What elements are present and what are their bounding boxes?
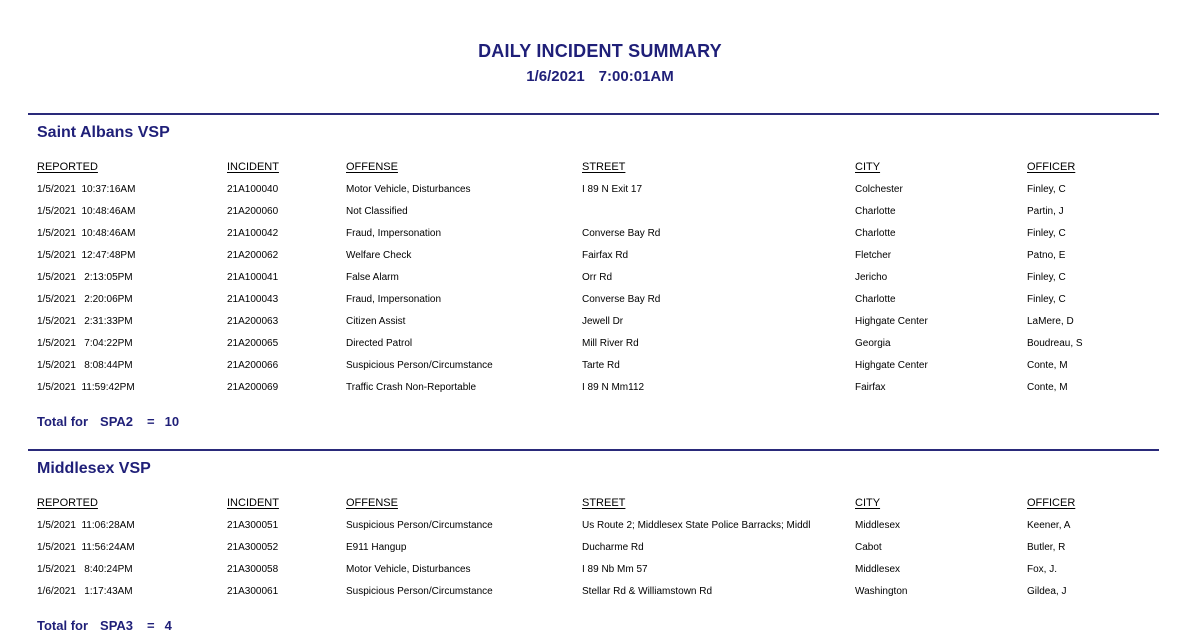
cell-offense: Motor Vehicle, Disturbances (346, 564, 471, 575)
cell-offense: Suspicious Person/Circumstance (346, 520, 493, 531)
cell-offense: Not Classified (346, 206, 408, 217)
column-header-city: CITY (855, 497, 881, 509)
cell-street: I 89 N Exit 17 (582, 184, 643, 195)
cell-city: Jericho (855, 272, 888, 283)
cell-city: Middlesex (855, 564, 901, 575)
cell-offense: Motor Vehicle, Disturbances (346, 184, 471, 195)
cell-incident: 21A300058 (227, 564, 279, 575)
section-divider (28, 113, 1159, 115)
column-header-offense: OFFENSE (346, 161, 398, 173)
cell-officer: Conte, M (1027, 360, 1068, 371)
cell-reported: 1/5/2021 7:04:22PM (37, 338, 133, 349)
cell-officer: Finley, C (1027, 228, 1066, 239)
section-total (37, 618, 172, 630)
cell-reported: 1/5/2021 11:06:28AM (37, 520, 135, 531)
cell-offense: Suspicious Person/Circumstance (346, 360, 493, 371)
cell-reported: 1/6/2021 1:17:43AM (37, 586, 133, 597)
cell-city: Cabot (855, 542, 882, 553)
report-time: 7:00:01AM (598, 68, 674, 85)
cell-incident: 21A200062 (227, 250, 279, 261)
total-count: 4 (164, 618, 172, 630)
column-header-officer: OFFICER (1027, 161, 1076, 173)
cell-offense: Fraud, Impersonation (346, 228, 442, 239)
cell-offense: Traffic Crash Non-Reportable (346, 382, 477, 393)
cell-city: Colchester (855, 184, 903, 195)
section-divider (28, 449, 1159, 451)
total-equals: = (147, 414, 155, 429)
cell-city: Fletcher (855, 250, 892, 261)
column-header-street: STREET (582, 161, 626, 173)
cell-city: Charlotte (855, 294, 896, 305)
report-date: 1/6/2021 (526, 68, 585, 85)
cell-incident: 21A100042 (227, 228, 279, 239)
cell-incident: 21A200063 (227, 316, 279, 327)
cell-city: Fairfax (855, 382, 886, 393)
column-header-reported: REPORTED (37, 497, 98, 509)
cell-incident: 21A200060 (227, 206, 279, 217)
cell-reported: 1/5/2021 10:48:46AM (37, 228, 136, 239)
cell-incident: 21A100041 (227, 272, 279, 283)
cell-reported: 1/5/2021 11:56:24AM (37, 542, 135, 553)
cell-officer: Butler, R (1027, 542, 1066, 553)
cell-officer: LaMere, D (1027, 316, 1074, 327)
total-label: Total for (37, 618, 89, 630)
report-datetime (0, 68, 1200, 85)
cell-incident: 21A300052 (227, 542, 279, 553)
cell-reported: 1/5/2021 10:48:46AM (37, 206, 136, 217)
cell-officer: Finley, C (1027, 184, 1066, 195)
cell-offense: Citizen Assist (346, 316, 406, 327)
cell-city: Middlesex (855, 520, 901, 531)
total-code: SPA3 (100, 618, 134, 630)
cell-officer: Conte, M (1027, 382, 1068, 393)
cell-reported: 1/5/2021 11:59:42PM (37, 382, 135, 393)
total-code: SPA2 (100, 414, 134, 429)
cell-incident: 21A300061 (227, 586, 279, 597)
cell-offense: Suspicious Person/Circumstance (346, 586, 493, 597)
cell-street: Jewell Dr (582, 316, 624, 327)
column-header-city: CITY (855, 161, 881, 173)
cell-offense: Welfare Check (346, 250, 412, 261)
cell-officer: Patno, E (1027, 250, 1066, 261)
cell-incident: 21A100043 (227, 294, 279, 305)
cell-street: Us Route 2; Middlesex State Police Barracks; Middl (582, 520, 811, 531)
cell-officer: Keener, A (1027, 520, 1071, 531)
cell-officer: Finley, C (1027, 294, 1066, 305)
cell-street: Converse Bay Rd (582, 294, 661, 305)
cell-city: Highgate Center (855, 316, 928, 327)
cell-reported: 1/5/2021 2:20:06PM (37, 294, 133, 305)
cell-incident: 21A200066 (227, 360, 279, 371)
cell-street: Converse Bay Rd (582, 228, 661, 239)
cell-incident: 21A200069 (227, 382, 279, 393)
section-total (37, 414, 179, 429)
cell-officer: Boudreau, S (1027, 338, 1083, 349)
cell-incident: 21A300051 (227, 520, 279, 531)
column-header-street: STREET (582, 497, 626, 509)
column-header-reported: REPORTED (37, 161, 98, 173)
cell-street: Fairfax Rd (582, 250, 629, 261)
cell-street: Stellar Rd & Williamstown Rd (582, 586, 713, 597)
cell-city: Charlotte (855, 206, 896, 217)
cell-street: Tarte Rd (582, 360, 620, 371)
cell-reported: 1/5/2021 10:37:16AM (37, 184, 136, 195)
cell-street: Mill River Rd (582, 338, 639, 349)
cell-offense: E911 Hangup (346, 542, 407, 553)
cell-city: Highgate Center (855, 360, 928, 371)
cell-street: Ducharme Rd (582, 542, 644, 553)
cell-officer: Fox, J. (1027, 564, 1058, 575)
cell-street: I 89 N Mm112 (582, 382, 645, 393)
cell-street: I 89 Nb Mm 57 (582, 564, 648, 575)
cell-reported: 1/5/2021 8:40:24PM (37, 564, 133, 575)
column-header-incident: INCIDENT (227, 161, 279, 173)
total-count: 10 (164, 414, 180, 429)
cell-incident: 21A200065 (227, 338, 279, 349)
cell-city: Washington (855, 586, 908, 597)
cell-city: Georgia (855, 338, 891, 349)
cell-offense: Fraud, Impersonation (346, 294, 442, 305)
cell-offense: Directed Patrol (346, 338, 413, 349)
column-header-offense: OFFENSE (346, 497, 398, 509)
section-title: Saint Albans VSP (37, 124, 170, 141)
cell-officer: Gildea, J (1027, 586, 1067, 597)
cell-street: Orr Rd (582, 272, 612, 283)
total-equals: = (147, 618, 155, 630)
section-title: Middlesex VSP (37, 460, 151, 477)
cell-city: Charlotte (855, 228, 896, 239)
cell-offense: False Alarm (346, 272, 399, 283)
cell-reported: 1/5/2021 12:47:48PM (37, 250, 136, 261)
cell-incident: 21A100040 (227, 184, 279, 195)
cell-reported: 1/5/2021 8:08:44PM (37, 360, 133, 371)
cell-officer: Partin, J (1027, 206, 1064, 217)
column-header-incident: INCIDENT (227, 497, 279, 509)
cell-reported: 1/5/2021 2:31:33PM (37, 316, 133, 327)
cell-reported: 1/5/2021 2:13:05PM (37, 272, 133, 283)
column-header-officer: OFFICER (1027, 497, 1076, 509)
total-label: Total for (37, 414, 89, 429)
cell-officer: Finley, C (1027, 272, 1066, 283)
report-title: DAILY INCIDENT SUMMARY (478, 41, 722, 61)
